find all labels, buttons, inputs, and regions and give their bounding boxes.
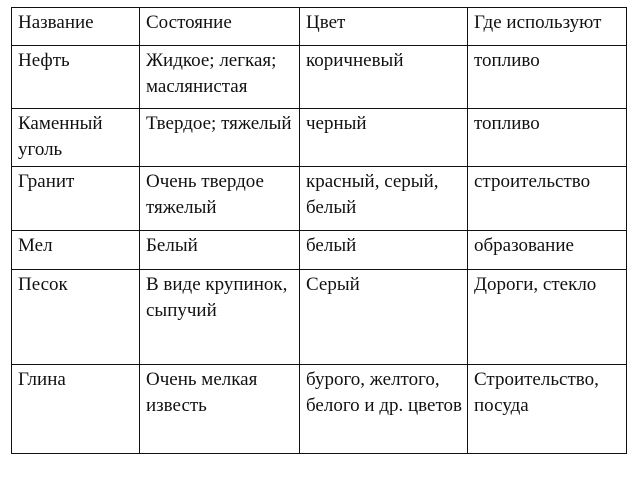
- cell-state-text: Твердое; тяжелый: [146, 113, 292, 134]
- table-row: [12, 167, 627, 231]
- minerals-table: [11, 7, 627, 454]
- cell-name-text: Песок: [18, 274, 68, 295]
- cell-state-text: Очень твердое тяжелый: [146, 171, 264, 218]
- cell-state: [140, 365, 300, 454]
- cell-name-text: Каменный уголь: [18, 113, 103, 160]
- cell-color: [300, 46, 468, 109]
- cell-usage-text: топливо: [474, 113, 540, 134]
- cell-usage-text: топливо: [474, 50, 540, 71]
- cell-color-text: красный, серый, белый: [306, 171, 439, 218]
- header-usage-text: Где используют: [474, 12, 602, 33]
- table-row: [12, 109, 627, 167]
- cell-state: [140, 167, 300, 231]
- cell-name: [12, 231, 140, 270]
- cell-usage: [468, 167, 627, 231]
- cell-state: [140, 109, 300, 167]
- cell-usage: [468, 109, 627, 167]
- header-row: [12, 8, 627, 46]
- cell-color-text: коричневый: [306, 50, 404, 71]
- table-row: [12, 365, 627, 454]
- cell-usage-text: Дороги, стекло: [474, 274, 597, 295]
- header-name: [12, 8, 140, 46]
- cell-usage: [468, 231, 627, 270]
- cell-state: [140, 270, 300, 365]
- table-row: [12, 46, 627, 109]
- header-name-text: Название: [18, 12, 94, 33]
- cell-state-text: В виде крупинок, сыпучий: [146, 274, 288, 321]
- cell-name: [12, 46, 140, 109]
- cell-color-text: бурого, желтого, белого и др. цветов: [306, 369, 462, 416]
- cell-name-text: Глина: [18, 369, 66, 390]
- header-state: [140, 8, 300, 46]
- cell-name-text: Мел: [18, 235, 53, 256]
- cell-color: [300, 365, 468, 454]
- cell-name: [12, 270, 140, 365]
- cell-state: [140, 231, 300, 270]
- header-usage: [468, 8, 627, 46]
- table-row: [12, 270, 627, 365]
- table-row: [12, 231, 627, 270]
- header-color-text: Цвет: [306, 12, 346, 33]
- header-state-text: Состояние: [146, 12, 232, 33]
- cell-color: [300, 109, 468, 167]
- cell-state-text: Белый: [146, 235, 198, 256]
- cell-usage: [468, 46, 627, 109]
- cell-usage-text: образование: [474, 235, 574, 256]
- cell-usage-text: строительство: [474, 171, 591, 192]
- cell-color-text: белый: [306, 235, 357, 256]
- cell-name: [12, 167, 140, 231]
- cell-usage: [468, 365, 627, 454]
- cell-usage-text: Строительство, посуда: [474, 369, 599, 416]
- header-color: [300, 8, 468, 46]
- cell-name-text: Гранит: [18, 171, 75, 192]
- cell-state-text: Жидкое; легкая; маслянистая: [146, 50, 277, 97]
- cell-usage: [468, 270, 627, 365]
- cell-color: [300, 270, 468, 365]
- cell-name: [12, 365, 140, 454]
- cell-state: [140, 46, 300, 109]
- cell-color: [300, 231, 468, 270]
- cell-name-text: Нефть: [18, 50, 70, 71]
- cell-state-text: Очень мелкая известь: [146, 369, 258, 416]
- cell-color: [300, 167, 468, 231]
- cell-color-text: черный: [306, 113, 367, 134]
- cell-name: [12, 109, 140, 167]
- cell-color-text: Серый: [306, 274, 360, 295]
